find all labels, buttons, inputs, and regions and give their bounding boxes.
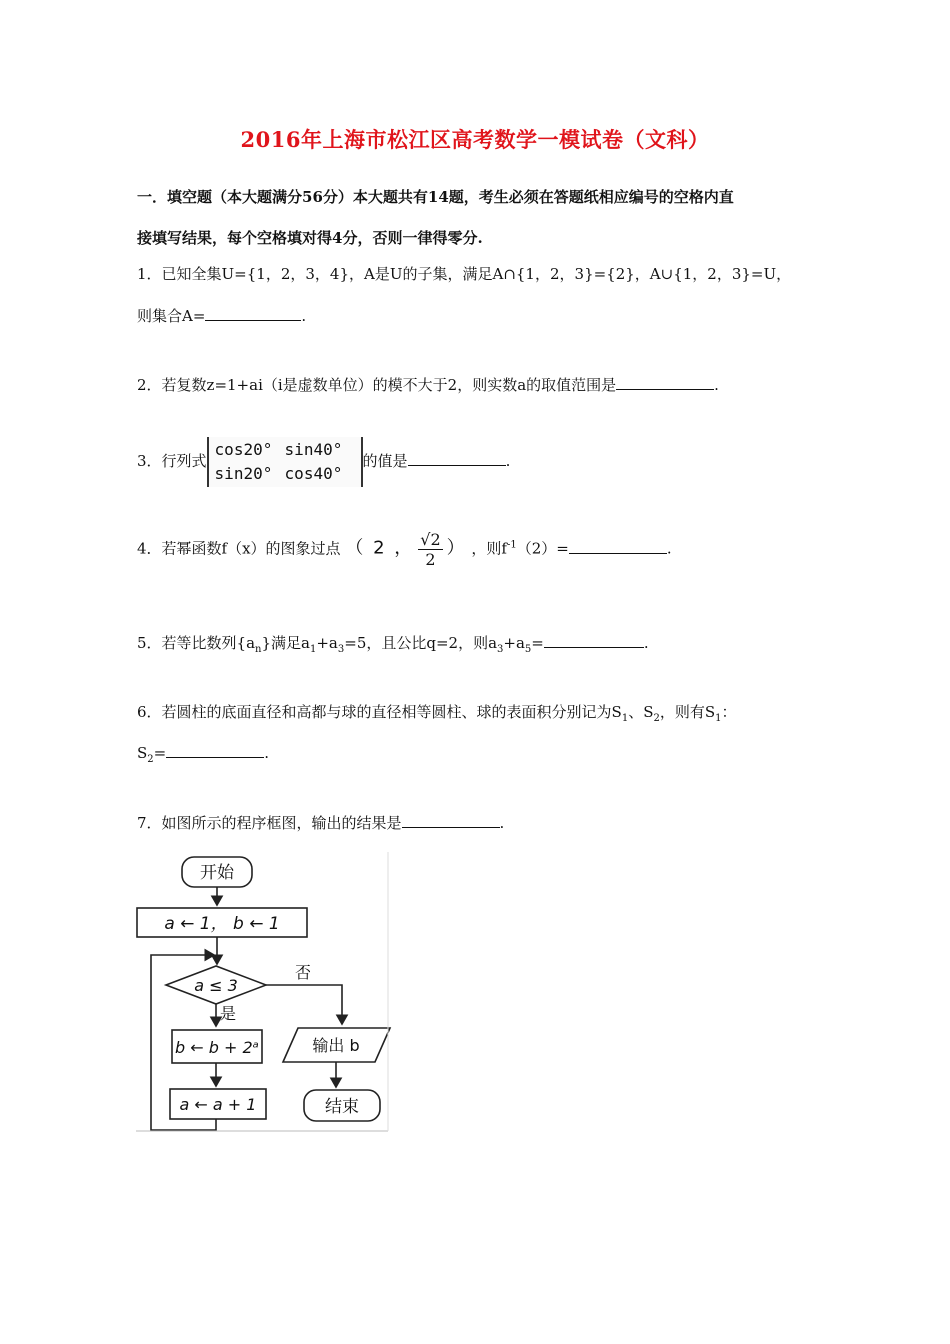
q5-text: =5，且公比q=2，则a [344,634,498,652]
q5-sub: 3 [337,644,345,655]
question-4-suffix: ，则f [471,539,507,558]
flow-condition-label: a ≤ 3 [194,976,238,995]
question-7-text: 7．如图所示的程序框图，输出的结果是 [137,814,402,832]
q6-text: 6．若圆柱的底面直径和高都与球的直径相等圆柱、球的表面积分别记为S [137,703,622,721]
q5-text: +a [503,634,525,652]
q5-sub: 5 [524,644,532,655]
question-7-end: . [499,814,505,832]
q5-sub: 1 [309,644,317,655]
flow-yes-label: 是 [219,1004,237,1023]
point-close: ） [446,537,467,559]
question-4-prefix: 4．若幂函数f（x）的图象过点 [137,539,341,558]
question-4-end: . [666,539,672,558]
question-2-text: 2．若复数z=1+ai（i是虚数单位）的模不大于2，则实数a的取值范围是 [137,376,617,394]
question-5-end: . [643,634,649,652]
q5-text: 5．若等比数列{a [137,634,256,652]
question-3-suffix: 的值是 [362,452,408,470]
q6-sub: 2 [147,754,154,765]
q6-text: 、S [628,703,654,721]
q6-text: ： [721,703,737,721]
q6-sub: 1 [715,713,722,724]
question-2-end: . [714,376,719,394]
question-4-suffix2: （2）= [516,539,569,558]
flow-start-label: 开始 [200,863,234,883]
q6-text: ，则有S [659,703,716,721]
matrix-cell: cos40° [284,464,343,483]
flow-step-b-label: b ← b + 2ᵃ [175,1038,259,1057]
point-open: （ 2 ， [345,537,415,559]
question-1-line1: 1．已知全集U={1，2，3，4}，A是U的子集，满足A∩{1，2，3}={2}，A∪{1，2，3}=U， [137,265,792,283]
q5-text: = [531,634,544,652]
q5-sub: n [255,644,262,655]
flow-end-label: 结束 [325,1097,359,1117]
section-heading-line2: 接填写结果，每个空格填对得4分，否则一律得零分. [137,229,483,247]
question-6-end: . [264,744,270,762]
matrix-cell: sin20° [214,464,273,483]
q6-text: S [137,744,148,762]
q5-text: +a [316,634,338,652]
inverse-superscript: -1 [506,539,517,551]
question-1-end: . [301,307,307,325]
q6-text: = [153,744,167,762]
section-heading-line1: 一．填空题（本大题满分56分）本大题共有14题，考生必须在答题纸相应编号的空格内直 [137,188,734,206]
flow-init-label: a ← 1， b ← 1 [164,914,280,934]
flow-step-a-label: a ← a + 1 [179,1095,257,1114]
fraction-numerator: √2 [420,530,441,549]
question-3-end: . [505,452,511,470]
q6-sub: 2 [653,713,660,724]
flow-output-label: 输出 b [312,1036,360,1055]
q5-text: }满足a [261,634,310,652]
flow-no-label: 否 [294,963,312,982]
fraction-denominator: 2 [425,550,436,569]
q5-sub: 3 [497,644,504,655]
question-1-prefix: 则集合A= [137,307,206,325]
matrix-cell: cos20° [214,440,273,459]
matrix-cell: sin40° [284,440,343,459]
page-title: 2016年上海市松江区高考数学一模试卷（文科） [240,127,710,152]
question-3-prefix: 3．行列式 [137,452,207,470]
q6-sub: 1 [621,713,629,724]
